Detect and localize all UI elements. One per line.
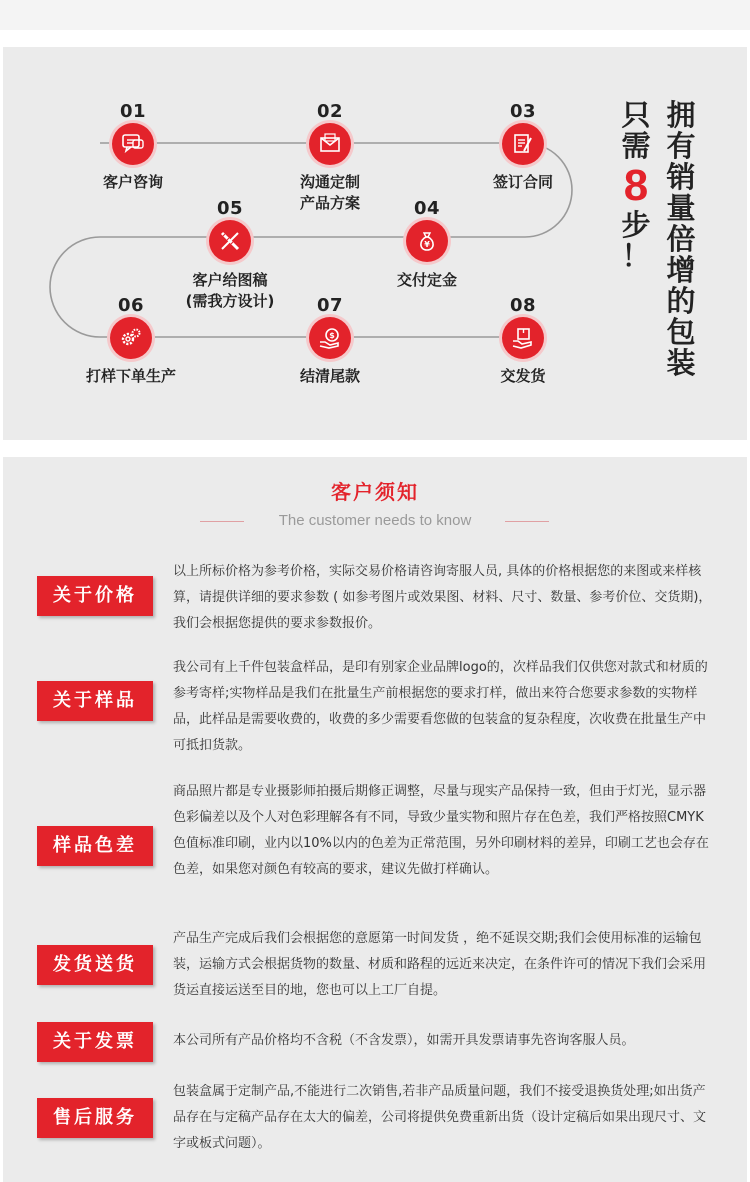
step-label: 客户给图稿 (需我方设计)	[185, 271, 275, 310]
slogan-char: 需	[621, 129, 651, 163]
step-number: 04	[413, 198, 441, 219]
step-number: 08	[509, 295, 537, 316]
slogan-char: ！	[621, 239, 651, 273]
step-label: 沟通定制 产品方案	[299, 173, 360, 212]
step-number: 02	[316, 101, 344, 122]
badge-price: 关于价格	[37, 576, 153, 616]
badge-color-difference: 样品色差	[37, 826, 153, 866]
notice-text-invoice: 本公司所有产品价格均不含税（不含发票），如需开具发票请事先咨询客服人员。	[173, 1033, 635, 1048]
step-number: 05	[216, 198, 244, 219]
slogan-left	[616, 100, 656, 272]
step-07-circle	[309, 317, 351, 359]
step-06-circle	[110, 317, 152, 359]
slogan-right	[661, 100, 701, 379]
slogan-char: 包	[666, 315, 696, 349]
badge-sample: 关于样品	[37, 681, 153, 721]
notice-text-after-sales: 包装盒属于定制产品,不能进行二次销售,若非产品质量问题，我们不接受退换货处理;如出货产品存在与定稿产品存在太大的偏差，公司将提供免费重新出货（设计定稿后如果出现尺寸、文字或板式问题）。	[173, 1084, 707, 1151]
step-label: 打样下单生产	[85, 367, 176, 385]
slogan-char: 销	[666, 160, 696, 194]
step-04-circle	[406, 220, 448, 262]
money-bag-icon	[415, 229, 439, 253]
slogan-char: 装	[666, 346, 696, 380]
subtitle-divider-right	[505, 521, 549, 522]
gear-icon	[119, 326, 143, 350]
svg-text:¥: ¥	[424, 240, 430, 249]
notice-text-sample: 我公司有上千件包装盒样品，是印有别家企业品牌logo的，次样品我们仅供您对款式和材质的参考寄样;实物样品是我们在批量生产前根据您的要求打样，做出来符合您要求参数的实物样品，此样品是需要收费的，收费的多少需要看您做的包装盒的复杂程度，次收费在批量生产中可抵扣货款。	[173, 660, 708, 753]
slogan-char: 量	[666, 191, 696, 225]
step-08-circle	[502, 317, 544, 359]
badge-shipping: 发货送货	[37, 945, 153, 985]
step-number: 07	[316, 295, 344, 316]
slogan-char: 倍	[666, 222, 696, 256]
notice-text-color-difference: 商品照片都是专业摄影师拍摄后期修正调整，尽量与现实产品保持一致，但由于灯光，显示器色彩偏差以及个人对色彩理解各有不同，导致少量实物和照片存在色差，我们严格按照CMYK色值标准印刷，业内以10%以内的色差为正常范围，另外印刷材料的差异，印刷工艺也会存在色差，如果您对颜色有较高的要求，建议先做打样确认。	[173, 784, 709, 877]
step-label: 签订合同	[492, 173, 553, 191]
slogan-number: 8	[623, 161, 649, 210]
slogan-char: 步	[621, 208, 651, 242]
badge-invoice: 关于发票	[37, 1022, 153, 1062]
step-label: 交付定金	[396, 271, 457, 289]
svg-text:$: $	[329, 331, 335, 340]
badge-after-sales: 售后服务	[37, 1098, 153, 1138]
slogan-char: 拥	[666, 98, 696, 132]
contract-icon	[511, 132, 535, 156]
step-03-circle	[502, 123, 544, 165]
notice-text-price: 以上所标价格为参考价格，实际交易价格请咨询寄服人员, 具体的价格根据您的来图或来样核算，请提供详细的要求参数 ( 如参考图片或效果图、材料、尺寸、数量、参考价位、交货期)，我们会根据您提供的要求参数报价。	[173, 564, 712, 631]
step-number: 06	[117, 295, 145, 316]
delivery-box-icon	[511, 326, 535, 350]
step-number: 01	[119, 101, 147, 122]
design-tools-icon	[218, 229, 242, 253]
notice-title: 客户须知	[331, 480, 419, 504]
step-05-circle	[209, 220, 251, 262]
step-01-circle	[112, 123, 154, 165]
notice-subtitle: The customer needs to know	[278, 512, 472, 529]
notice-text-shipping: 产品生产完成后我们会根据您的意愿第一时间发货 ，绝不延误交期;我们会使用标准的运输包装，运输方式会根据货物的数量、材质和路程的远近来决定，在条件许可的情况下我们会采用货运直接运送至目的地，您也可以上工厂自提。	[173, 931, 707, 998]
payment-icon	[318, 326, 342, 350]
step-label: 交发货	[500, 367, 546, 385]
chat-icon	[121, 132, 145, 156]
slogan-char: 有	[666, 129, 696, 163]
step-number: 03	[509, 101, 537, 122]
slogan-char: 增	[666, 253, 696, 287]
step-label: 结清尾款	[299, 367, 360, 385]
envelope-icon	[318, 132, 342, 156]
slogan-char: 只	[621, 98, 651, 132]
step-02-circle	[309, 123, 351, 165]
slogan-char: 的	[666, 284, 696, 318]
step-label: 客户咨询	[102, 173, 163, 191]
